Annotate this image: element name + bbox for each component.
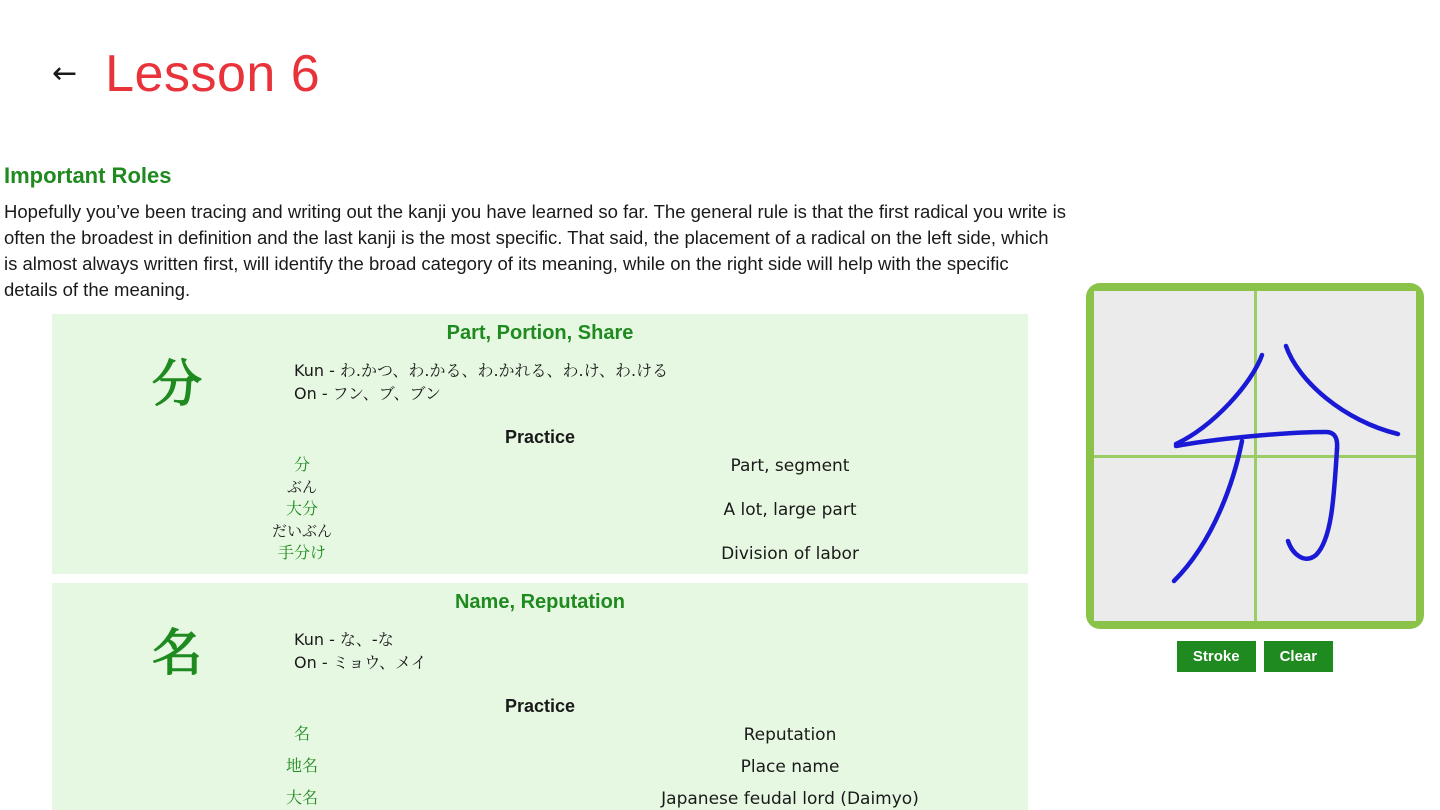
practice-meaning: Part, segment: [730, 456, 850, 476]
kun-reading: Kun - な、-な: [294, 630, 394, 649]
kanji-drawing-canvas[interactable]: [1094, 291, 1416, 621]
practice-row: [52, 787, 1028, 809]
practice-meaning: Japanese feudal lord (Daimyo): [661, 789, 919, 809]
practice-word-kanji: 分: [293, 455, 310, 474]
back-arrow-icon[interactable]: ←: [46, 59, 83, 89]
practice-row: [52, 755, 1028, 777]
page-title: Lesson 6: [105, 45, 321, 103]
drawing-pad-buttons: [1086, 641, 1424, 672]
practice-word: [52, 755, 552, 777]
drawing-pad-panel: [1086, 283, 1424, 672]
practice-word-kanji: 大分: [285, 499, 318, 518]
practice-word-kanji: 地名: [285, 756, 318, 775]
on-reading: On - フン、ブ、ブン: [294, 384, 441, 403]
kanji-card: [52, 583, 1028, 810]
practice-meaning: Place name: [740, 757, 840, 777]
handwritten-ink-strokes: [1094, 291, 1416, 621]
practice-word-reading: ぶん: [286, 478, 317, 496]
kun-reading: Kun - わ.かつ、わ.かる、わ.かれる、わ.け、わ.ける: [294, 361, 669, 380]
kanji-card-title: Name, Reputation: [454, 591, 626, 613]
stroke-button[interactable]: Stroke: [1177, 641, 1256, 672]
on-reading: On - ミョウ、メイ: [294, 653, 427, 672]
practice-label: Practice: [504, 696, 576, 716]
practice-row: [52, 723, 1028, 745]
practice-word: [52, 723, 552, 745]
practice-label: Practice: [504, 427, 576, 447]
practice-word-kanji: 大名: [285, 788, 318, 807]
row-spacer: [52, 745, 1028, 755]
kanji-card-title: Part, Portion, Share: [446, 322, 634, 344]
kanji-card-list: [52, 314, 1028, 810]
practice-word-reading: だいぶん: [271, 522, 332, 540]
practice-row: [52, 498, 1028, 542]
practice-word: [52, 498, 552, 542]
page-header: [46, 45, 321, 103]
section-intro-text: Hopefully you’ve been tracing and writing out the kanji you have learned so far. The general rule is that the first radical you write is often the broadest in definition and the last kanji is the most specific. That said, the placement of a radical on the left side, which is almost always written first, will identify the broad category of its meaning, while on the right side will help with the specific details of the meaning.: [4, 201, 1066, 300]
clear-button[interactable]: Clear: [1264, 641, 1334, 672]
row-spacer: [52, 777, 1028, 787]
practice-row: [52, 454, 1028, 498]
kanji-card-header: [52, 345, 1028, 423]
practice-word: [52, 542, 552, 564]
drawing-pad-frame: [1086, 283, 1424, 629]
kanji-glyph: 名: [152, 624, 202, 682]
practice-word: [52, 787, 552, 809]
practice-word-kanji: 名: [293, 724, 310, 743]
section-heading: Important Roles: [4, 163, 172, 188]
practice-word-kanji: 手分け: [277, 543, 326, 562]
practice-row: [52, 542, 1028, 564]
practice-word: [52, 454, 552, 498]
kanji-card-header: [52, 614, 1028, 692]
kanji-readings: [294, 359, 668, 405]
kanji-glyph: 分: [152, 355, 202, 413]
practice-meaning: Reputation: [743, 725, 837, 745]
practice-rows: [52, 723, 1028, 809]
kanji-card: [52, 314, 1028, 574]
kanji-readings: [294, 628, 427, 674]
practice-rows: [52, 454, 1028, 564]
practice-meaning: Division of labor: [721, 544, 859, 564]
practice-meaning: A lot, large part: [723, 500, 857, 520]
